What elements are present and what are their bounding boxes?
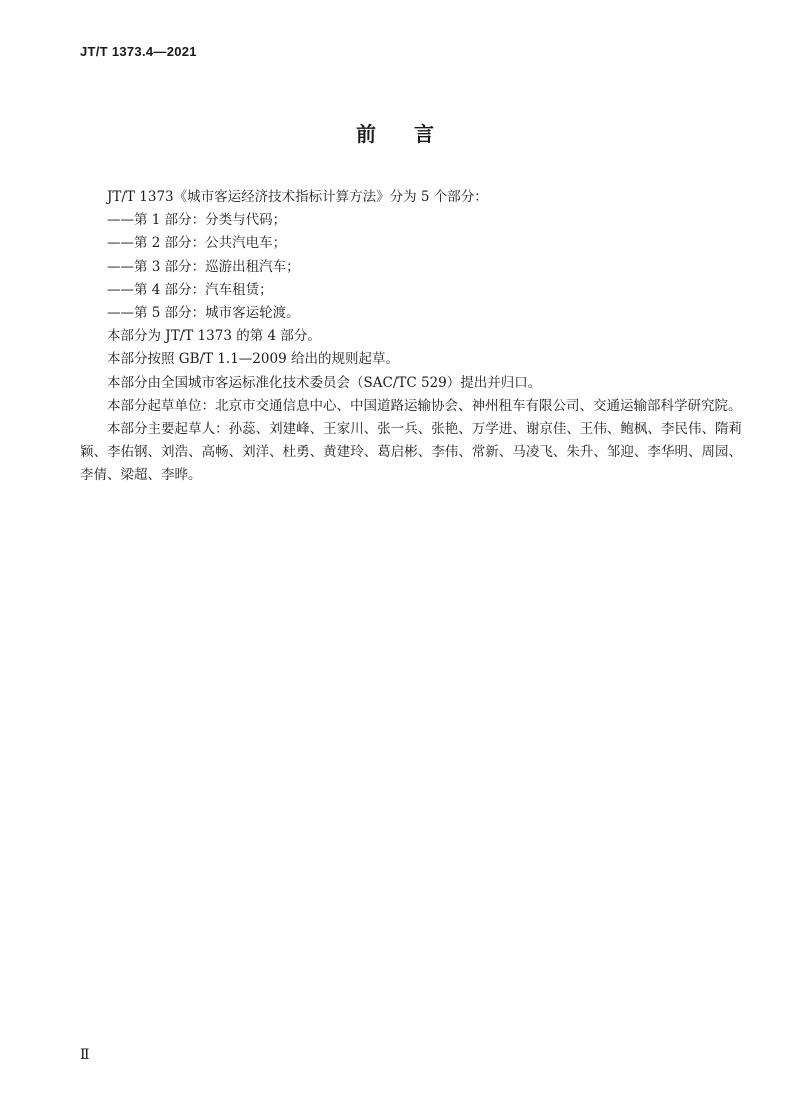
- drafting-rules-paragraph: 本部分按照 GB/T 1.1—2009 给出的规则起草。: [107, 351, 399, 368]
- part-list-item-2: ——第 2 部分：公共汽电车；: [107, 235, 287, 252]
- drafters-paragraph: 本部分主要起草人：孙蕊、刘建峰、王家川、张一兵、张艳、万学进、谢京佳、王伟、鲍枫、李民伟、隋莉颖、李佑钢、刘浩、高畅、刘洋、杜勇、黄建玲、葛启彬、李伟、常新、马凌飞、朱升、邹迎、李华明、周园、李倩、梁超、李晔。: [80, 421, 742, 484]
- part-statement-paragraph: 本部分为 JT/T 1373 的第 4 部分。: [107, 328, 321, 345]
- foreword-body: [80, 186, 742, 488]
- intro-paragraph: JT/T 1373《城市客运经济技术指标计算方法》分为 5 个部分：: [107, 189, 488, 205]
- page-number: Ⅱ: [80, 1047, 90, 1063]
- header-standard-code: JT/T 1373.4—2021: [80, 44, 197, 59]
- page-title: 前言: [356, 122, 472, 146]
- committee-paragraph: 本部分由全国城市客运标准化技术委员会（SAC/TC 529）提出并归口。: [107, 374, 542, 391]
- part-list-item-5: ——第 5 部分：城市客运轮渡。: [107, 305, 300, 322]
- drafting-units-paragraph: 本部分起草单位：北京市交通信息中心、中国道路运输协会、神州租车有限公司、交通运输部科学研究院。: [107, 397, 742, 414]
- part-list-item-4: ——第 4 部分：汽车租赁；: [107, 281, 273, 298]
- part-list-item-3: ——第 3 部分：巡游出租汽车；: [107, 258, 300, 275]
- part-list-item-1: ——第 1 部分：分类与代码；: [107, 212, 287, 229]
